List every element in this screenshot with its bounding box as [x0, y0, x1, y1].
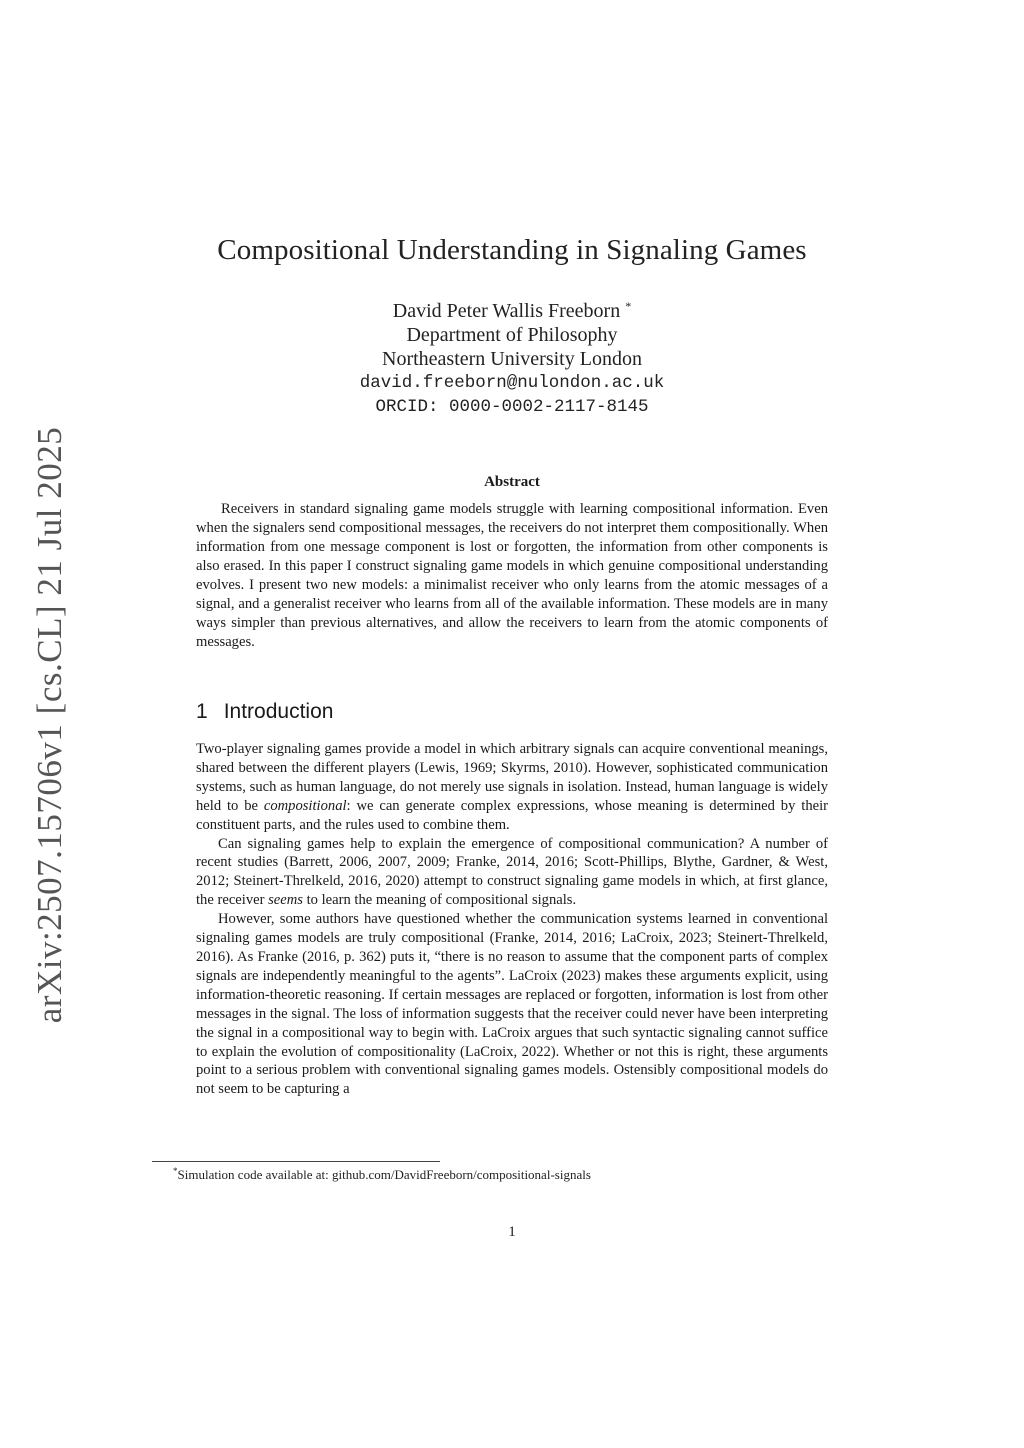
section-number: 1 [196, 700, 208, 723]
emphasis-seems: seems [268, 892, 303, 909]
abstract-heading: Abstract [484, 474, 540, 490]
emphasis-compositional: compositional [263, 797, 347, 814]
author-institution: Northeastern University London [382, 348, 642, 370]
author-name: David Peter Wallis Freeborn [392, 300, 621, 322]
paragraph: However, some authors have questioned whether the communication systems learned in conventional signaling games models are truly compositional (Franke, 2014, 2016; LaCroix, 2023; Steinert-Threlkeld, 2016). As Franke (2016, p. 362) puts it, “there is no reason to assume that the component parts of complex signals are independently meaningful to the agents”. LaCroix (2023) makes these arguments explicit, using information-theoretic reasoning. If certain messages are replaced or forgotten, information is lost from other messages in the signal. The loss of information suggests that the receiver could never have been interpreting the signal in a compositional way to begin with. LaCroix argues that such syntactic signaling cannot suffice to explain the evolution of compositionality (LaCroix, 2022). Whether or not this is right, these arguments point to a serious problem with conventional signaling games models. Ostensibly compositional models do not seem to be capturing a [196, 911, 828, 1098]
arxiv-identifier-stamp: arXiv:2507.15706v1 [cs.CL] 21 Jul 2025 [30, 426, 69, 1024]
footnote [173, 1166, 591, 1183]
introduction-body [196, 740, 828, 1099]
section-title: Introduction [223, 700, 334, 723]
paper-title: Compositional Understanding in Signaling Games [217, 234, 807, 266]
author-email[interactable]: david.freeborn@nulondon.ac.uk [359, 373, 665, 393]
author-orcid: ORCID: 0000-0002-2117-8145 [375, 397, 649, 417]
page-number: 1 [508, 1224, 516, 1240]
section-heading-introduction [196, 700, 333, 724]
author-name-line [0, 294, 1024, 323]
abstract-text: Receivers in standard signaling game models struggle with learning compositional information. Even when the signalers send compositional messages, the receivers do not interpret them compositionally. When information from one message component is lost or forgotten, the information from other components is also erased. In this paper I construct signaling game models in which genuine compositional understanding evolves. I present two new models: a minimalist receiver who only learns from the atomic messages of a signal, and a generalist receiver who learns from all of the available information. These models are in many ways simpler than previous alternatives, and allow the receivers to learn from the atomic components of messages. [196, 501, 828, 650]
footnote-mark: * [173, 1166, 178, 1176]
author-department: Department of Philosophy [406, 324, 618, 346]
paragraph: Two-player signaling games provide a model in which arbitrary signals can acquire conventional meanings, shared between the different players (Lewis, 1969; Skyrms, 2010). However, sophisticated communication systems, such as human language, do not merely use signals in isolation. Instead, human language is widely held to be compositional: we can generate complex expressions, whose meaning is determined by their constituent parts, and the rules used to combine them. [196, 741, 829, 833]
author-block [0, 294, 1024, 419]
footnote-text: Simulation code available at: github.com/DavidFreeborn/compositional-signals [177, 1167, 591, 1182]
footnote-divider [152, 1161, 440, 1162]
author-footnote-mark: * [625, 299, 632, 313]
paragraph: Can signaling games help to explain the emergence of compositional communication? A number of recent studies (Barrett, 2006, 2007, 2009; Franke, 2014, 2016; Scott-Phillips, Blythe, Gardner, & West, 2012; Steinert-Threlkeld, 2016, 2020) attempt to construct signaling game models in which, at first glance, the receiver seems to learn the meaning of compositional signals. [196, 835, 828, 909]
